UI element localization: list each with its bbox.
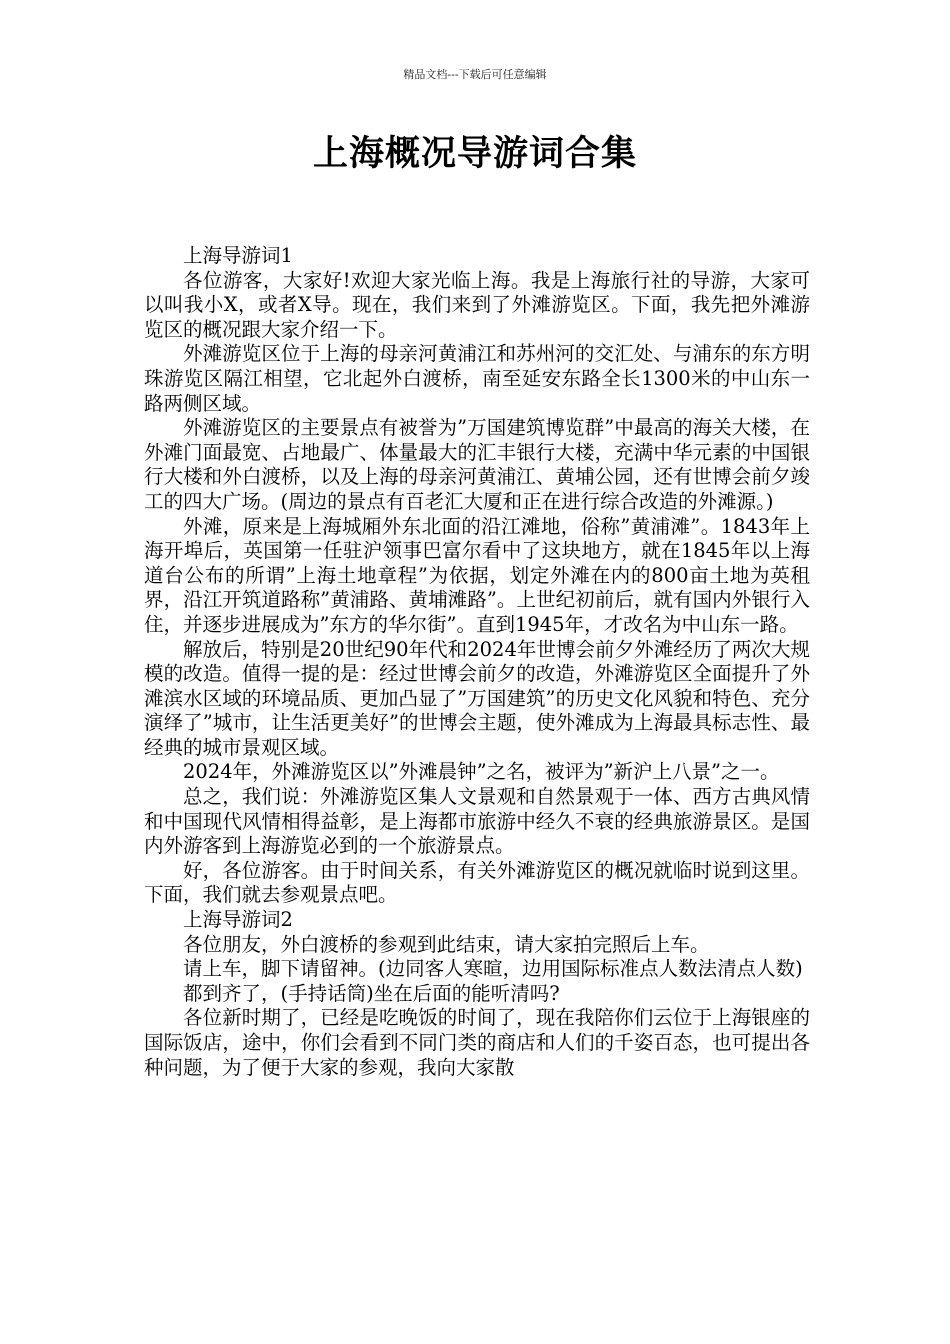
paragraph: 外滩游览区位于上海的母亲河黄浦江和苏州河的交汇处、与浦东的东方明珠游览区隔江相望，它北起外白渡桥，南至延安东路全长1300米的中山东一路两侧区域。: [144, 342, 810, 415]
document-body: [144, 244, 810, 1080]
paragraph: 好，各位游客。由于时间关系，有关外滩游览区的概况就临时说到这里。下面，我们就去参观景点吧。: [144, 858, 810, 907]
section-heading: 上海导游词2: [183, 908, 293, 932]
paragraph: 外滩游览区的主要景点有被誉为”万国建筑博览群”中最高的海关大楼，在外滩门面最宽、占地最广、体量最大的汇丰银行大楼，充满中华元素的中国银行大楼和外白渡桥，以及上海的母亲河黄浦江、黄埔公园，还有世博会前夕竣工的四大广场。(周边的景点有百老汇大厦和正在进行综合改造的外滩源。): [144, 416, 810, 513]
paragraph: 各位新时期了，已经是吃晚饭的时间了，现在我陪你们云位于上海银座的国际饭店，途中，你们会看到不同门类的商店和人们的千姿百态，也可提出各种问题，为了便于大家的参观，我向大家散: [144, 1006, 810, 1079]
paragraph: 各位游客，大家好!欢迎大家光临上海。我是上海旅行社的导游，大家可以叫我小X，或者X导。现在，我们来到了外滩游览区。下面，我先把外滩游览区的概况跟大家介绍一下。: [144, 268, 810, 341]
document-title: 上海概况导游词合集: [312, 134, 637, 174]
paragraph: 都到齐了，(手持话筒)坐在后面的能听清吗?: [183, 981, 560, 1005]
section-heading: 上海导游词1: [183, 244, 293, 267]
page-header: 精品文档---下载后可任意编辑: [403, 68, 547, 81]
paragraph: 请上车，脚下请留神。(边同客人寒暄，边用国际标准点人数法清点人数): [183, 957, 803, 981]
paragraph: 各位朋友，外白渡桥的参观到此结束，请大家拍完照后上车。: [183, 932, 710, 956]
paragraph: 2024年，外滩游览区以”外滩晨钟”之名，被评为”新沪上八景”之一。: [183, 760, 780, 784]
paragraph: 外滩，原来是上海城厢外东北面的沿江滩地，俗称”黄浦滩”。1843年上海开埠后，英国第一任驻沪领事巴富尔看中了这块地方，就在1845年以上海道台公布的所谓”上海土地章程”为依据，划定外滩在内的800亩土地为英租界，沿江开筑道路称”黄浦路、黄埔滩路”。上世纪初前后，就有国内外银行入住，并逐步进展成为”东方的华尔街”。直到1945年，才改名为中山东一路。: [144, 514, 810, 636]
paragraph: 总之，我们说：外滩游览区集人文景观和自然景观于一体、西方古典风情和中国现代风情相得益彰，是上海都市旅游中经久不衰的经典旅游景区。是国内外游客到上海游览必到的一个旅游景点。: [144, 785, 810, 858]
paragraph: 解放后，特别是20世纪90年代和2024年世博会前夕外滩经历了两次大规模的改造。值得一提的是：经过世博会前夕的改造，外滩游览区全面提升了外滩滨水区域的环境品质、更加凸显了”万国建筑”的历史文化风貌和特色、充分演绎了”城市，让生活更美好”的世博会主题，使外滩成为上海最具标志性、最经典的城市景观区域。: [144, 637, 810, 759]
